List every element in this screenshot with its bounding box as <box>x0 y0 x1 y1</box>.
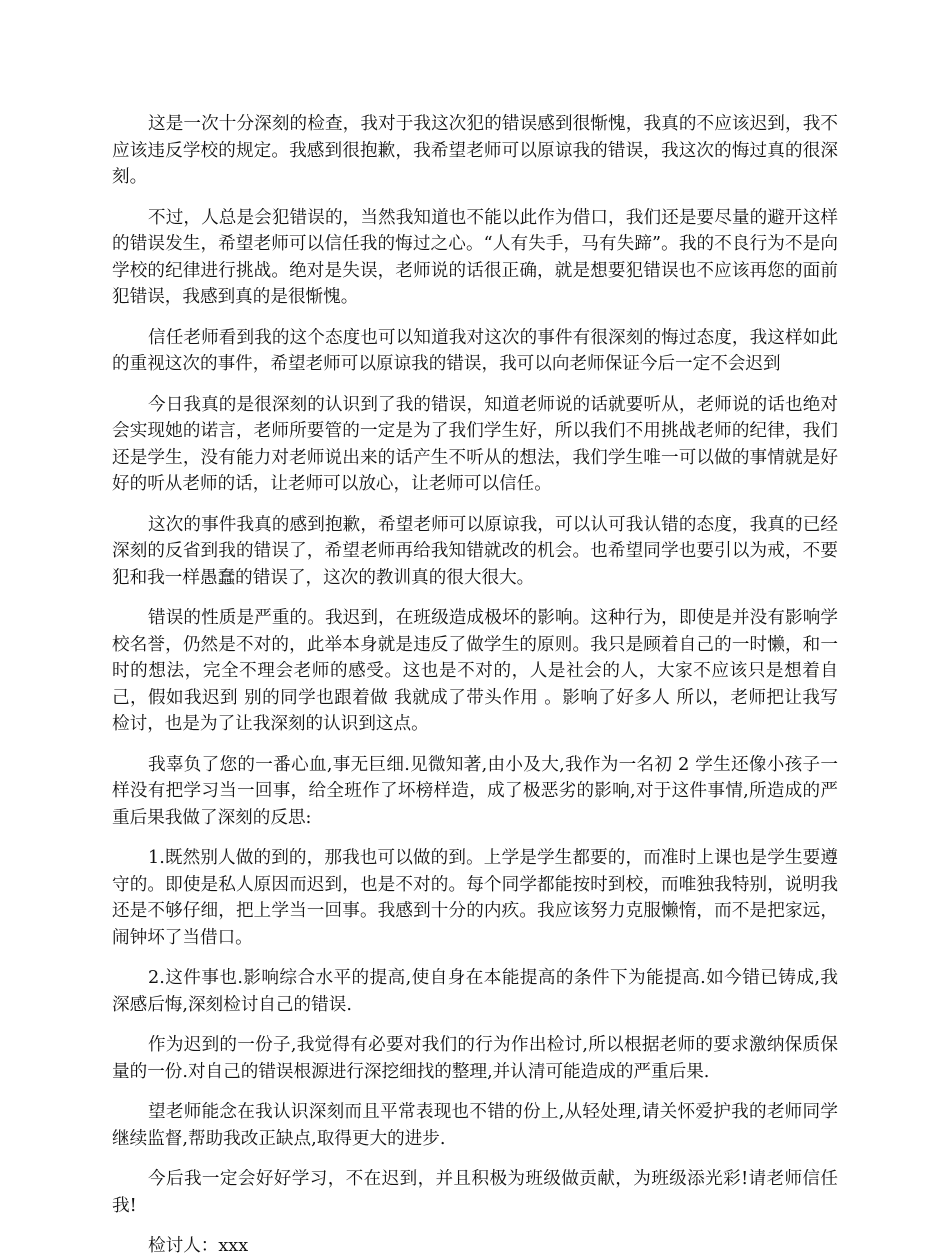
paragraph-5: 这次的事件我真的感到抱歉，希望老师可以原谅我，可以认可我认错的态度，我真的已经深刻的反省到我的错误了，希望老师再给我知错就改的机会。也希望同学也要引以为戒，不要犯和我一样愚蠢的错误了，这次的教训真的很大很大。 <box>112 514 838 588</box>
signature-line: 检讨人：xxx <box>148 1236 249 1256</box>
paragraph-6: 错误的性质是严重的。我迟到，在班级造成极坏的影响。这种行为，即使是并没有影响学校名誉，仍然是不对的，此举本身就是违反了做学生的原则。我只是顾着自己的一时懒，和一时的想法，完全不理会老师的感受。这也是不对的，人是社会的人，大家不应该只是想着自己，假如我迟到 别的同学也跟着做 我就成了带头作用 。影响了好多人 所以，老师把让我写检讨，也是为了让我深刻的认识到这点。 <box>112 608 838 734</box>
paragraph-11: 望老师能念在我认识深刻而且平常表现也不错的份上,从轻处理,请关怀爱护我的老师同学继续监督,帮助我改正缺点,取得更大的进步. <box>112 1102 838 1149</box>
paragraph-3: 信任老师看到我的这个态度也可以知道我对这次的事件有很深刻的悔过态度，我这样如此的重视这次的事件，希望老师可以原谅我的错误，我可以向老师保证今后一定不会迟到 <box>112 327 838 374</box>
list-item-1: 1.既然别人做的到的，那我也可以做的到。上学是学生都要的，而准时上课也是学生要遵守的。即使是私人原因而迟到，也是不对的。每个同学都能按时到校，而唯独我特别，说明我还是不够仔细，把上学当一回事。我感到十分的内疚。我应该努力克服懒惰，而不是把家远，闹钟坏了当借口。 <box>112 848 838 948</box>
list-item-2: 2.这件事也.影响综合水平的提高,使自身在本能提高的条件下为能提高.如今错已铸成,我深感后悔,深刻检讨自己的错误. <box>112 968 838 1015</box>
paragraph-7: 我辜负了您的一番心血,事无巨细.见微知著,由小及大,我作为一名初 2 学生还像小孩子一样没有把学习当一回事，给全班作了坏榜样造，成了极恶劣的影响,对于这件事情,所造成的严重后果我做了深刻的反思: <box>112 754 838 828</box>
document-body <box>112 111 838 1260</box>
paragraph-10: 作为迟到的一份子,我觉得有必要对我们的行为作出检讨,所以根据老师的要求激纳保质保量的一份.对自己的错误根源进行深挖细找的整理,并认清可能造成的严重后果. <box>112 1035 838 1082</box>
paragraph-4: 今日我真的是很深刻的认识到了我的错误，知道老师说的话就要听从，老师说的话也绝对会实现她的诺言，老师所要管的一定是为了我们学生好，所以我们不用挑战老师的纪律，我们还是学生，没有能力对老师说出来的话产生不听从的想法，我们学生唯一可以做的事情就是好好的听从老师的话，让老师可以放心，让老师可以信任。 <box>112 394 838 494</box>
paragraph-12: 今后我一定会好好学习，不在迟到，并且积极为班级做贡献，为班级添光彩!请老师信任我! <box>112 1169 838 1216</box>
paragraph-1: 这是一次十分深刻的检查，我对于我这次犯的错误感到很惭愧，我真的不应该迟到，我不应该违反学校的规定。我感到很抱歉，我希望老师可以原谅我的错误，我这次的悔过真的很深刻。 <box>112 114 838 187</box>
paragraph-2: 不过，人总是会犯错误的，当然我知道也不能以此作为借口，我们还是要尽量的避开这样的错误发生，希望老师可以信任我的悔过之心。“人有失手，马有失蹄”。我的不良行为不是向学校的纪律进行挑战。绝对是失误，老师说的话很正确，就是想要犯错误也不应该再您的面前犯错误，我感到真的是很惭愧。 <box>112 207 838 307</box>
